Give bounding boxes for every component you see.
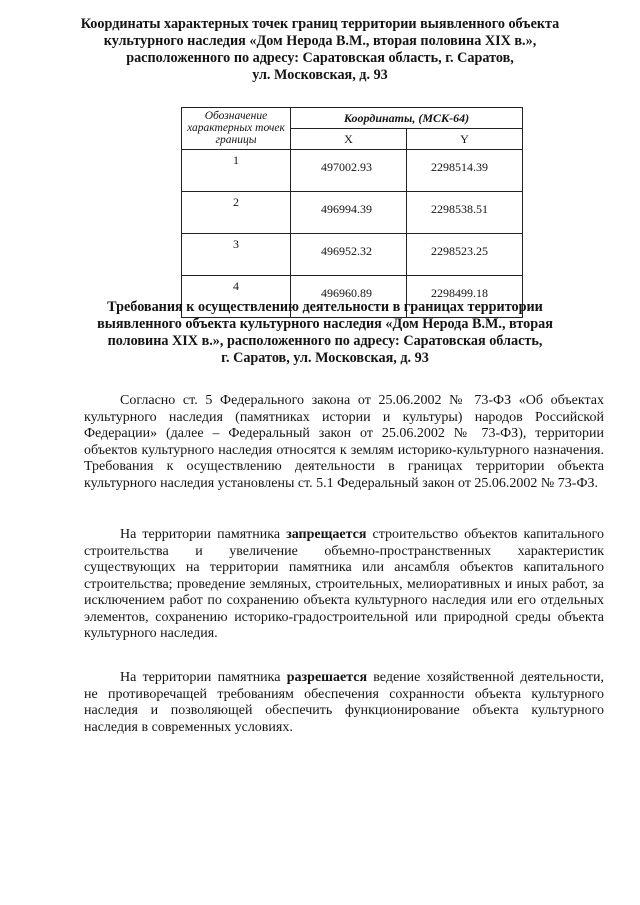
x-cell: 497002.93 — [291, 150, 407, 192]
x-cell: 496952.32 — [291, 234, 407, 276]
table-row — [182, 150, 523, 192]
y-cell: 2298514.39 — [407, 150, 523, 192]
title-line: культурного наследия «Дом Нерода В.М., вторая половина XIX в.», — [103, 33, 537, 49]
title-line: Координаты характерных точек границ территории выявленного объекта — [80, 16, 560, 32]
point-cell: 2 — [182, 192, 291, 234]
prohibited-emphasis: запрещается — [286, 527, 367, 542]
paragraph-text: строительство объектов капитального строительства и увеличение объемно-пространственных характеристик существующих на территории памятника или ансамбля объектов капитального строительства; проведение земляных, строительных, мелиоративных и иных работ, за исключением работ по сохранению объекта культурного наследия или его отдельных элементов, сохранению историко-градостроительной или природной среды объекта культурного наследия. — [84, 527, 605, 641]
point-cell: 1 — [182, 150, 291, 192]
title-line: г. Саратов, ул. Московская, д. 93 — [221, 350, 429, 366]
title-line: половина XIX в.», расположенного по адресу: Саратовская область, — [107, 333, 543, 349]
law-reference-paragraph — [84, 393, 604, 492]
y-column-header: Y — [407, 129, 523, 150]
permitted-emphasis: разрешается — [286, 670, 368, 685]
title-line: выявленного объекта культурного наследия «Дом Нерода В.М., вторая — [97, 316, 553, 332]
requirements-title — [90, 299, 560, 367]
coordinates-column-header: Координаты, (МСК-64) — [291, 108, 523, 129]
coordinates-table — [181, 107, 523, 318]
y-cell: 2298499.18 — [407, 276, 523, 318]
table-header-row — [182, 108, 523, 129]
title-line: Требования к осуществлению деятельности в границах территории — [107, 299, 543, 315]
paragraph-prefix: На территории памятника — [120, 670, 287, 685]
y-cell: 2298523.25 — [407, 234, 523, 276]
document-title — [70, 16, 570, 84]
paragraph-prefix: На территории памятника — [120, 527, 287, 542]
permissions-paragraph — [84, 670, 604, 736]
title-line: расположенного по адресу: Саратовская область, г. Саратов, — [126, 50, 514, 66]
points-column-header: Обозначение характерных точек границы — [182, 108, 291, 150]
table-row — [182, 234, 523, 276]
paragraph-text: Согласно ст. 5 Федерального закона от 25.06.2002 № 73-ФЗ «Об объектах культурного наследия (памятниках истории и культуры) народов Российской Федерации» (далее – Федеральный закон от 25.06.2002 № 73-ФЗ), территории объектов культурного наследия относятся к землям историко-культурного назначения. Требования к осуществлению деятельности в границах территории объекта культурного наследия установлены ст. 5.1 Федеральный закон от 25.06.2002 № 73-ФЗ. — [84, 393, 604, 491]
point-cell: 4 — [182, 276, 291, 318]
x-cell: 496994.39 — [291, 192, 407, 234]
x-column-header: X — [291, 129, 407, 150]
y-cell: 2298538.51 — [407, 192, 523, 234]
paragraph-text: ведение хозяйственной деятельности, не противоречащей требованиям обеспечения сохранности объекта культурного наследия и позволяющей обеспечить функционирование объекта культурного наследия в современных условиях. — [84, 670, 605, 735]
prohibitions-paragraph — [84, 527, 604, 643]
table-row — [182, 192, 523, 234]
title-line: ул. Московская, д. 93 — [252, 67, 388, 83]
point-cell: 3 — [182, 234, 291, 276]
x-cell: 496960.89 — [291, 276, 407, 318]
